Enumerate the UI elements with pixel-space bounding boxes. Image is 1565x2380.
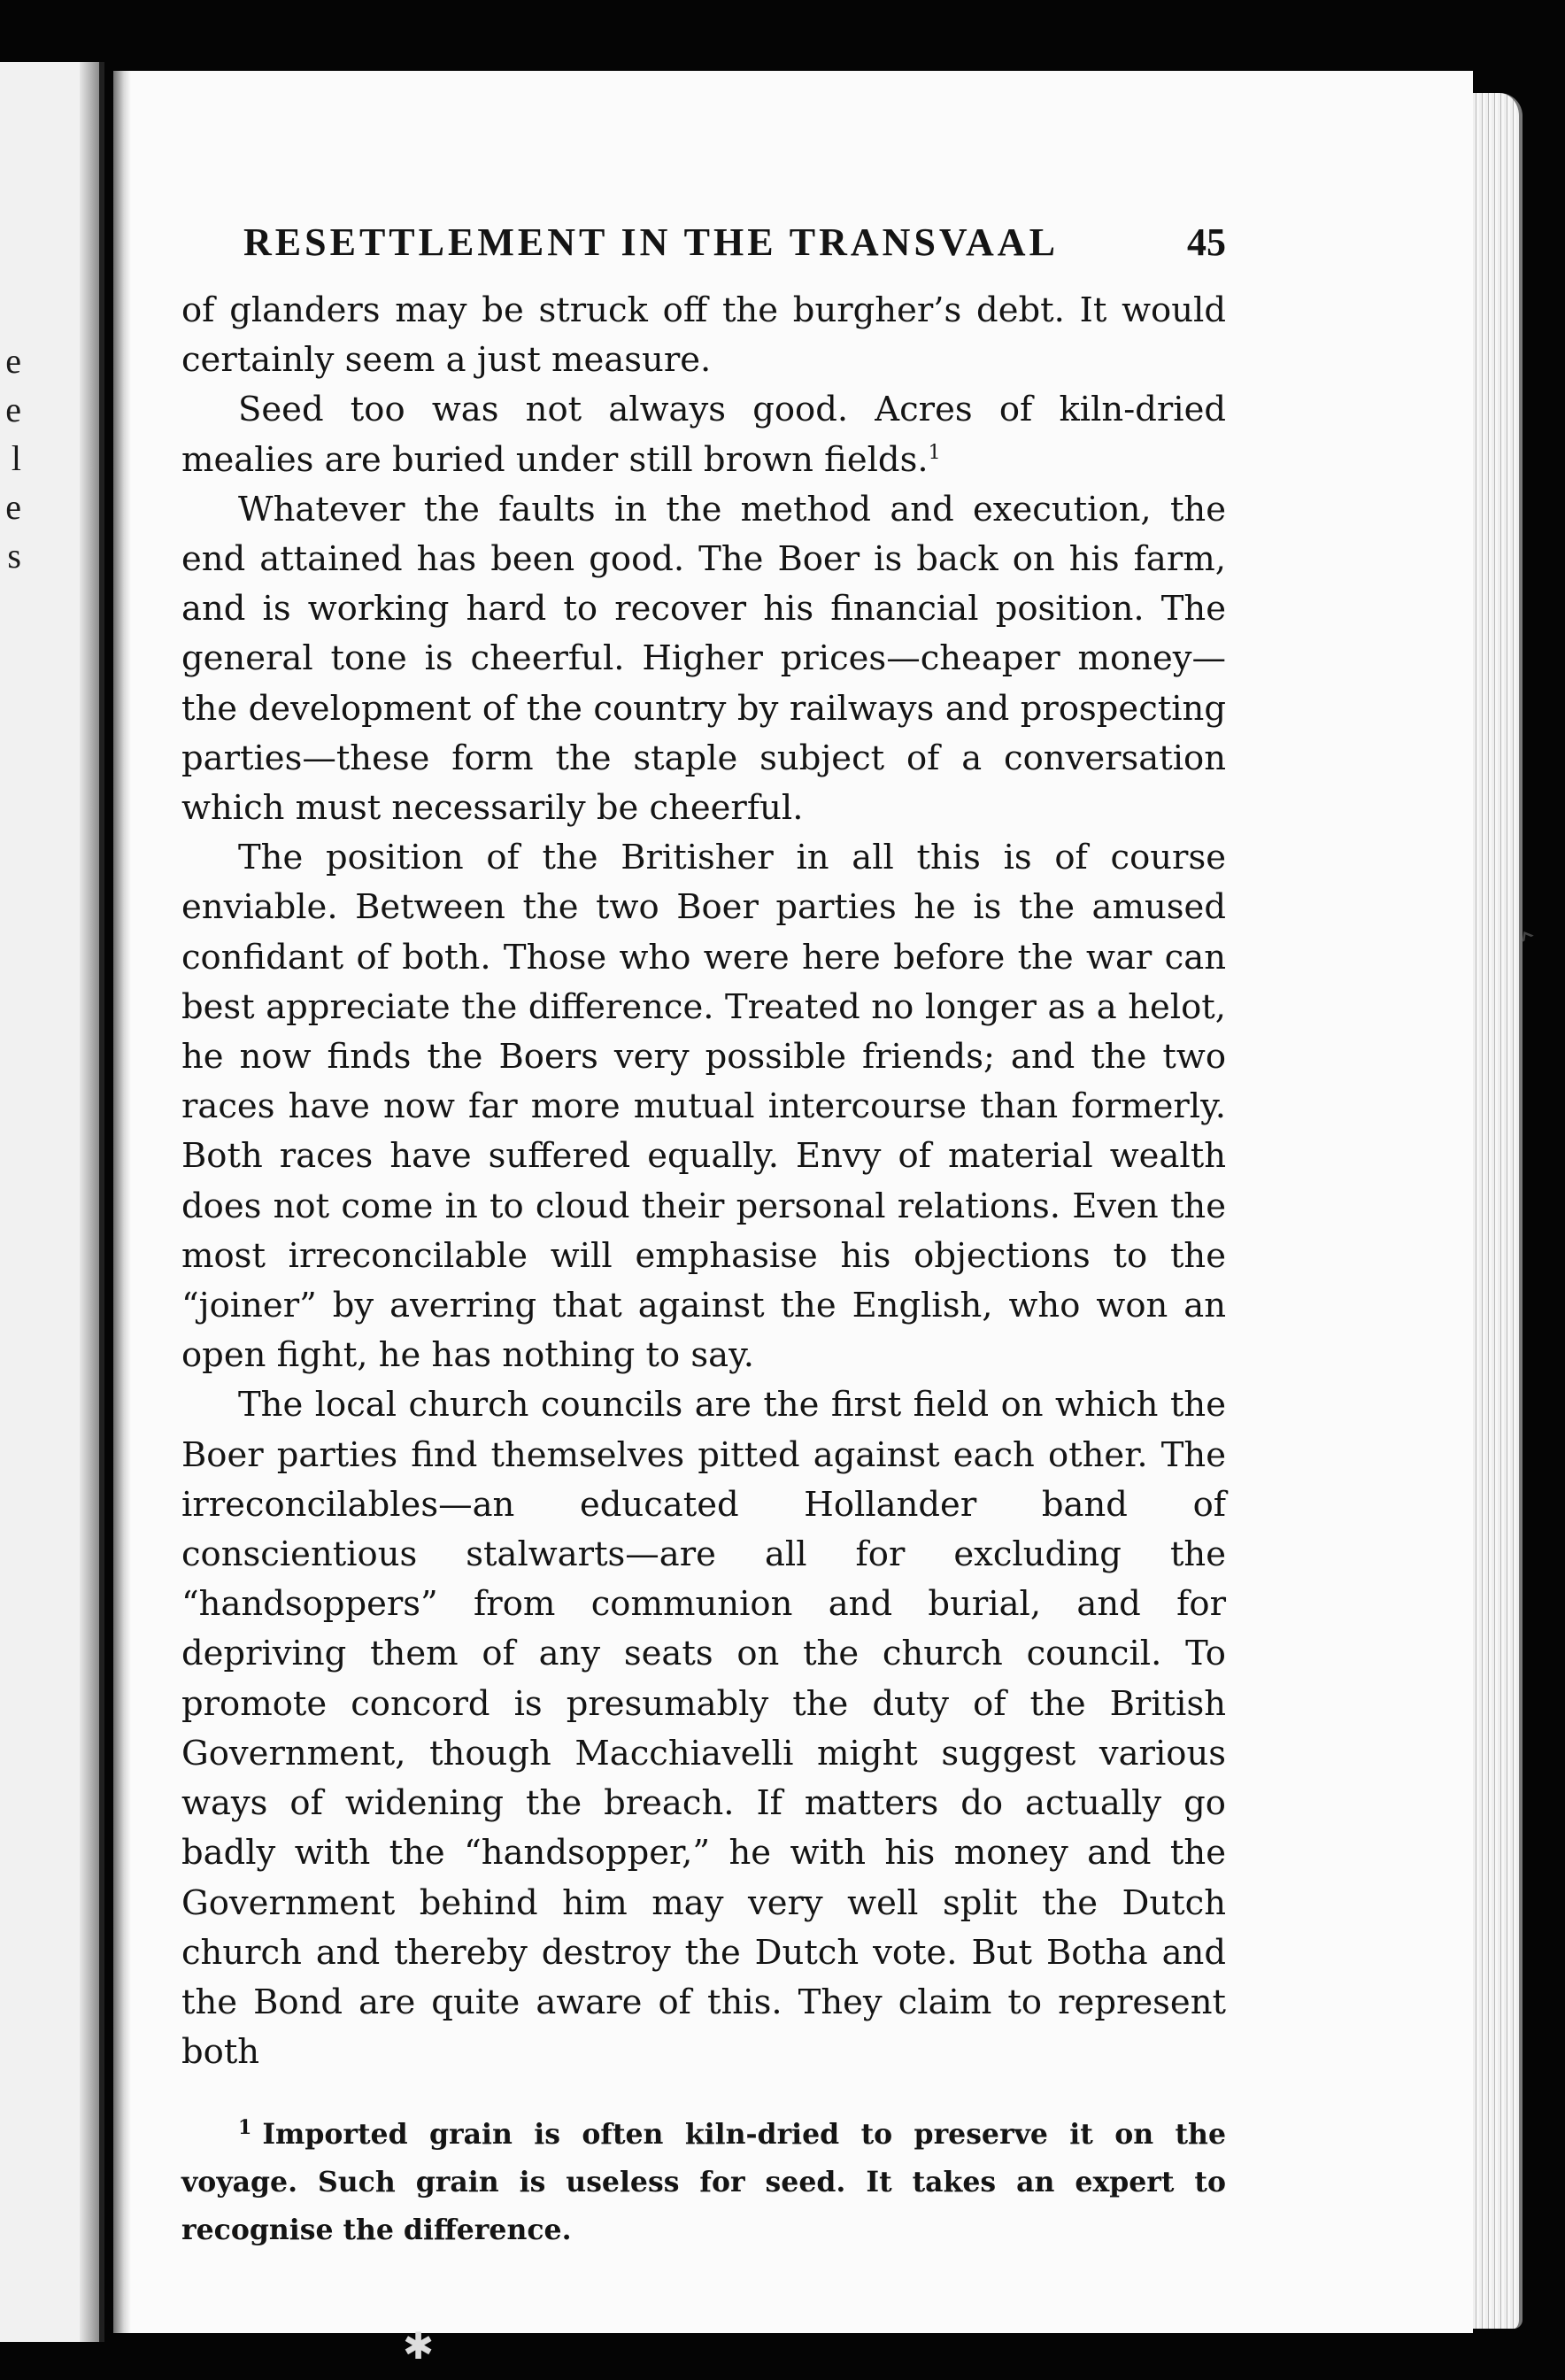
paragraph <box>181 286 1226 385</box>
running-head <box>243 220 1226 265</box>
paragraph-text: of glanders may be struck off the burgher’s debt. It would certainly seem a just measure. <box>181 290 1226 381</box>
footnote-ref: 1 <box>928 441 941 464</box>
edge-letter: l <box>11 438 21 478</box>
page-number: 45 <box>1187 220 1226 264</box>
page-edge-mark: ‸ <box>1498 893 1535 943</box>
edge-letter: s <box>7 536 21 576</box>
gutter-shadow <box>80 62 99 2342</box>
edge-letter: e <box>5 390 21 429</box>
edge-letter: e <box>5 487 21 527</box>
paragraph <box>181 385 1226 484</box>
paragraph <box>181 1380 1226 2077</box>
bottom-smudge-mark: ✱ <box>403 2324 435 2368</box>
paragraph-text: The local church councils are the first field on which the Boer parties find themselves pitted against each other. The irreconcilables—an educated Hollander band of conscientious stalwarts—are all for excluding the “handsoppers” from communion and burial, and for depriving them of any seats on the church council. To promote concord is presumably the duty of the British Government, though Macchiavelli might suggest various ways of widening the breach. If matters do actually go badly with the “handsopper,” he with his money and the Government behind him may very well split the Dutch church and thereby destroy the Dutch vote. But Botha and the Bond are quite aware of this. They claim to represent both <box>181 1385 1226 2073</box>
binding-edge <box>113 71 131 2333</box>
footnote-text: Imported grain is often kiln-dried to preserve it on the voyage. Such grain is useless for seed. It takes an expert to recognise the difference. <box>181 2118 1226 2247</box>
paragraph-text: Seed too was not always good. Acres of kiln-dried mealies are buried under still brown fields. <box>181 390 1226 480</box>
footnote <box>181 2111 1226 2254</box>
paragraph <box>181 833 1226 1380</box>
left-page-edge-letters <box>0 336 21 580</box>
edge-letter: e <box>5 341 21 381</box>
paragraph <box>181 485 1226 833</box>
running-head-title: RESETTLEMENT IN THE TRANSVAAL <box>243 220 1059 264</box>
paragraph-text: The position of the Britisher in all this is of course enviable. Between the two Boer parties he is the amused confidant of both. Those who were here before the war can best appreciate the difference. Treated no longer as a helot, he now finds the Boers very possible friends; and the two races have now far more mutual intercourse than formerly. Both races have suffered equally. Envy of material wealth does not come in to cloud their personal relations. Even the most irreconcilable will emphasise his objections to the “joiner” by averring that against the English, who won an open fight, he has nothing to say. <box>181 838 1226 1376</box>
left-facing-page <box>0 62 104 2342</box>
body-text <box>181 286 1226 2077</box>
footnote-mark: 1 <box>238 2115 252 2139</box>
page-text-block <box>181 220 1226 2254</box>
paragraph-text: Whatever the faults in the method and execution, the end attained has been good. The Boer is back on his farm, and is working hard to recover his financial position. The general tone is cheerful. Higher prices—cheaper money—the development of the country by railways and prospecting parties—these form the staple subject of a conversation which must necessarily be cheerful. <box>181 489 1226 829</box>
